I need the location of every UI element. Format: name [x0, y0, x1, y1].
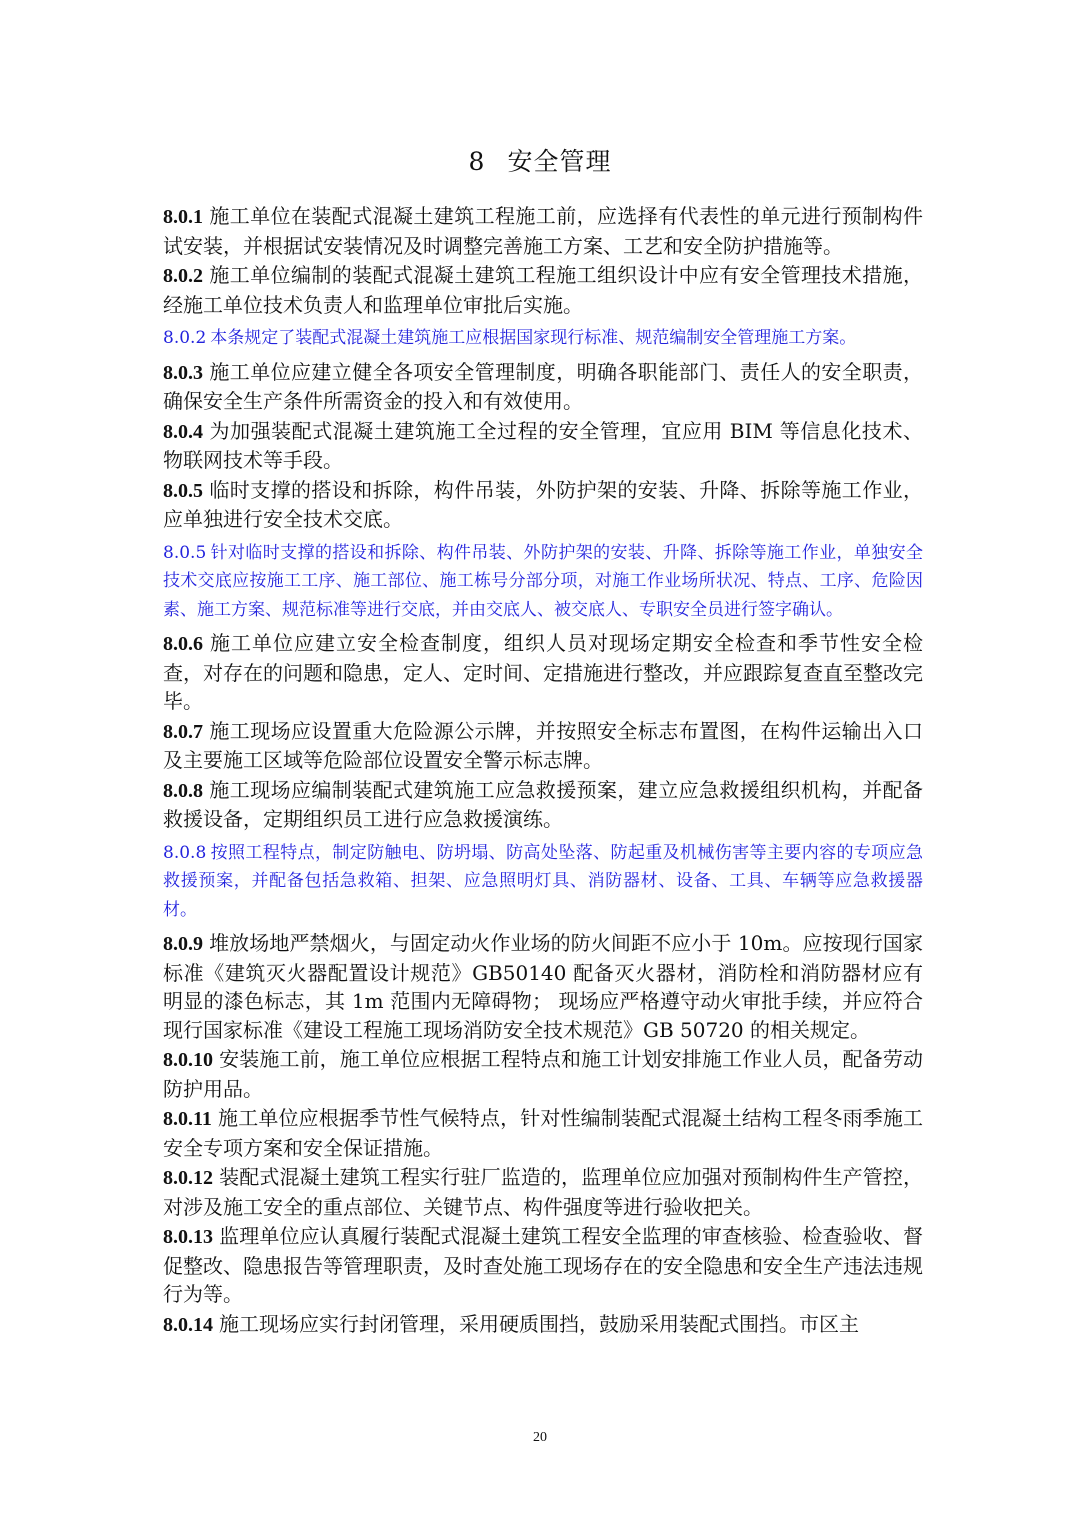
clause-text: 安装施工前，施工单位应根据工程特点和施工计划安排施工作业人员，配备劳动防护用品。 — [163, 1047, 923, 1101]
chapter-title-text: 安全管理 — [507, 147, 612, 176]
clause-number: 8.0.10 — [163, 1049, 213, 1071]
note-number: 8.0.2 — [163, 328, 207, 348]
clause-number: 8.0.13 — [163, 1226, 213, 1248]
clause-text: 堆放场地严禁烟火，与固定动火作业场的防火间距不应小于 10m。应按现行国家标准《建筑灭火器配置设计规范》GB50140 配备灭火器材，消防栓和消防器材应有明显的漆色标志，其 1m 范围内无障碍物； 现场应严格遵守动火审批手续，并应符合现行国家标准《建设工程施工现场消防安全技术规范》GB 50720 的相关规定。 — [163, 931, 923, 1042]
clause-number: 8.0.1 — [163, 206, 203, 228]
clause-number: 8.0.11 — [163, 1108, 212, 1130]
clause-8-0-9 — [163, 929, 923, 1044]
clause-8-0-13 — [163, 1222, 923, 1309]
clause-number: 8.0.12 — [163, 1167, 213, 1189]
clause-number: 8.0.4 — [163, 420, 203, 443]
note-text: 针对临时支撑的搭设和拆除、构件吊装、外防护架的安装、升降、拆除等施工作业，单独安全技术交底应按施工工序、施工部位、施工栋号分部分项，对施工作业场所状况、特点、工序、危险因素、施工方案、规范标准等进行交底，并由交底人、被交底人、专职安全员进行签字确认。 — [163, 542, 923, 620]
clause-number: 8.0.7 — [163, 720, 203, 743]
clause-number: 8.0.9 — [163, 933, 203, 955]
clause-number: 8.0.8 — [163, 779, 203, 802]
clause-8-0-12 — [163, 1163, 923, 1221]
clause-text: 施工现场应实行封闭管理，采用硬质围挡，鼓励采用装配式围挡。市区主 — [219, 1311, 859, 1336]
clause-8-0-1 — [163, 202, 923, 260]
clause-text: 装配式混凝土建筑工程实行驻厂监造的，监理单位应加强对预制构件生产管控，对涉及施工安全的重点部位、关键节点、构件强度等进行验收把关。 — [163, 1165, 923, 1219]
clause-number: 8.0.14 — [163, 1313, 213, 1336]
clause-text: 施工现场应设置重大危险源公示牌，并按照安全标志布置图，在构件运输出入口及主要施工区域等危险部位设置安全警示标志牌。 — [163, 718, 923, 772]
clause-text: 施工单位应根据季节性气候特点，针对性编制装配式混凝土结构工程冬雨季施工安全专项方案和安全保证措施。 — [163, 1106, 923, 1160]
note-8-0-5 — [163, 539, 923, 625]
clause-text: 为加强装配式混凝土建筑施工全过程的安全管理，宜应用 BIM 等信息化技术、物联网技术等手段。 — [163, 418, 923, 472]
clause-8-0-10 — [163, 1045, 923, 1103]
clause-text: 施工单位编制的装配式混凝土建筑工程施工组织设计中应有安全管理技术措施，经施工单位技术负责人和监理单位审批后实施。 — [163, 263, 923, 317]
clause-8-0-6 — [163, 629, 923, 716]
clause-8-0-11 — [163, 1104, 923, 1162]
chapter-number: 8 — [468, 147, 486, 176]
clause-8-0-4 — [163, 417, 923, 475]
clause-number: 8.0.3 — [163, 361, 203, 384]
clause-number: 8.0.5 — [163, 479, 203, 502]
clause-number: 8.0.2 — [163, 265, 203, 287]
clause-text: 施工单位在装配式混凝土建筑工程施工前，应选择有代表性的单元进行预制构件试安装，并根据试安装情况及时调整完善施工方案、工艺和安全防护措施等。 — [163, 204, 923, 258]
clause-text: 施工现场应编制装配式建筑施工应急救援预案，建立应急救援组织机构，并配备救援设备，定期组织员工进行应急救援演练。 — [163, 777, 923, 831]
clause-number: 8.0.6 — [163, 633, 203, 655]
clause-text: 临时支撑的搭设和拆除，构件吊装，外防护架的安装、升降、拆除等施工作业，应单独进行安全技术交底。 — [163, 477, 923, 531]
note-8-0-2 — [163, 324, 933, 353]
note-8-0-8 — [163, 839, 923, 925]
clause-8-0-14 — [163, 1310, 923, 1340]
chapter-body — [163, 202, 923, 1340]
clause-8-0-5 — [163, 476, 923, 534]
clause-8-0-8 — [163, 776, 923, 834]
note-number: 8.0.5 — [163, 542, 207, 563]
clause-8-0-3 — [163, 358, 923, 416]
clause-text: 施工单位应建立健全各项安全管理制度，明确各职能部门、责任人的安全职责，确保安全生产条件所需资金的投入和有效使用。 — [163, 359, 923, 413]
clause-text: 施工单位应建立安全检查制度，组织人员对现场定期安全检查和季节性安全检查，对存在的问题和隐患，定人、定时间、定措施进行整改，并应跟踪复查直至整改完毕。 — [163, 631, 923, 713]
note-text: 按照工程特点，制定防触电、防坍塌、防高处坠落、防起重及机械伤害等主要内容的专项应急救援预案，并配备包括急救箱、担架、应急照明灯具、消防器材、设备、工具、车辆等应急救援器材。 — [163, 842, 923, 920]
note-number: 8.0.8 — [163, 842, 207, 863]
clause-text: 监理单位应认真履行装配式混凝土建筑工程安全监理的审查核验、检查验收、督促整改、隐患报告等管理职责，及时查处施工现场存在的安全隐患和安全生产违法违规行为等。 — [163, 1224, 923, 1306]
page-number: 20 — [533, 1430, 547, 1445]
clause-8-0-2 — [163, 261, 923, 319]
clause-8-0-7 — [163, 717, 923, 775]
chapter-title — [0, 142, 1080, 178]
note-text: 本条规定了装配式混凝土建筑施工应根据国家现行标准、规范编制安全管理施工方案。 — [210, 328, 857, 348]
